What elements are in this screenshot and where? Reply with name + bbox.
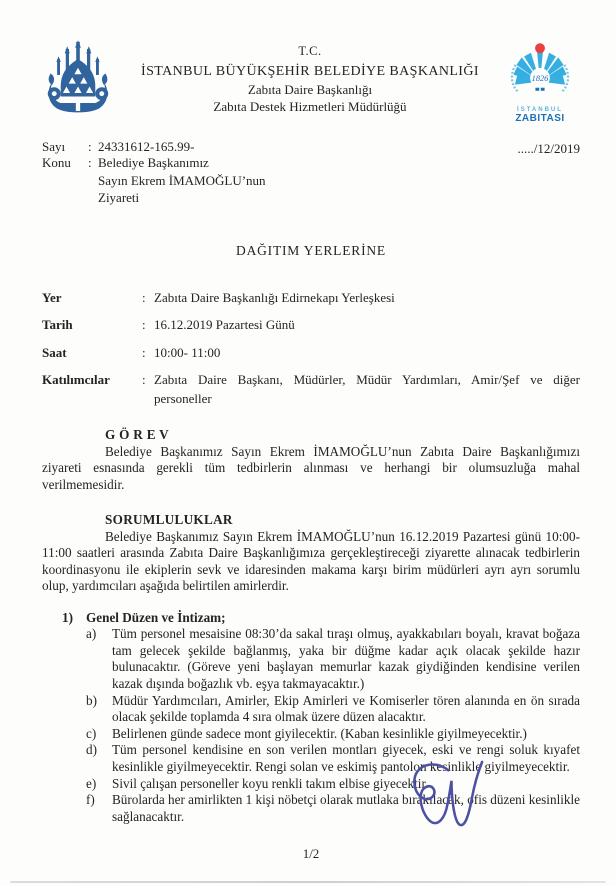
unit-name: Zabıta Destek Hizmetleri Müdürlüğü [213,99,407,115]
page-number: 1/2 [302,845,320,861]
detail-row-tarih [42,316,580,335]
item-text: Tüm personel kendisine en son verilen montları giyecek, eski ve rengi soluk kıyafet kesinlikle giyilmeyecektir. Rengi solan ve eskimiş pantolon kesinlikle giyilmeyecektir. [112,742,580,775]
rules-list [42,610,580,826]
organization-name: İSTANBUL BÜYÜKŞEHİR BELEDİYE BAŞKANLIĞI [141,63,479,79]
detail-colon: : [142,290,146,305]
section-body: Belediye Başkanımız Sayın Ekrem İMAMOĞLU’nun Zabıta Daire Başkanlığımızı ziyareti esnasında gerekli tüm tedbirlerin alınması ve herhangi bir olumsuzluğa mahal verilmemesidir. [42,443,580,492]
konu-value [98,155,266,207]
konu-line-3: Ziyareti [98,189,140,205]
letterhead [42,38,580,125]
list-item-d [86,742,580,775]
section-gorev [42,427,580,494]
konu-row [42,155,492,207]
detail-label: Saat [42,344,67,360]
document-meta [42,139,580,207]
list-item-c [86,726,580,743]
detail-row-katilimcilar [42,371,580,409]
list-number: 1) [62,610,73,626]
item-marker: b) [86,692,97,708]
detail-value: Zabıta Daire Başkanlığı Edirnekapı Yerleşkesi [154,290,395,305]
item-text: Belirlenen günde sadece mont giyilecektir. (Kaban kesinlikle giyilmeyecektir.) [112,725,527,741]
tc-label: T.C. [298,44,322,58]
item-text: Sivil çalışan personeller koyu renkli takım elbise giyecektir. [112,775,429,791]
section-body: Belediye Başkanımız Sayın Ekrem İMAMOĞLU’nun 16.12.2019 Pazartesi günü 10:00- 11:00 saatleri arasında Zabıta Daire Başkanlığımıza gerçekleştireceği ziyarette alınacak tedbirlerin koordinasyonu ile ekiplerin sevk ve idaresinden makama karşı birim müdürleri ayrı ayrı sorumlu olup, yardımcıları aşağıda belirtilen amirlerdir. [42,528,580,594]
detail-value: 10:00- 11:00 [154,344,221,360]
sayi-label: Sayı [42,139,66,154]
page-footer [42,846,580,862]
item-marker: e) [86,775,97,791]
item-marker: d) [86,742,97,758]
detail-value: Zabıta Daire Başkanı, Müdürler, Müdür Yardımları, Amir/Şef ve diğer personeller [154,372,580,406]
detail-label: Tarih [42,317,73,333]
sayi-value: 24331612-165.99- [98,139,195,154]
konu-line-2: Sayın Ekrem İMAMOĞLU’nun [98,172,266,188]
department-name: Zabıta Daire Başkanlığı [247,82,373,98]
detail-row-saat [42,344,580,363]
zabita-year: 1826 [531,73,549,83]
section-sorumluluklar [42,512,580,596]
list-item-f [86,792,580,825]
sayi-colon: : [88,139,92,154]
zabita-logo-icon [502,42,578,100]
list-item-a [86,626,580,693]
detail-row-yer [42,289,580,308]
signature-svg [404,758,499,846]
section-heading: SORUMLULUKLAR [105,511,233,527]
item-marker: a) [86,626,97,642]
detail-colon: : [142,372,146,388]
event-details [42,289,580,409]
detail-colon: : [142,344,146,360]
item-marker: f) [86,792,95,808]
zabita-logo [500,38,580,124]
item-text: Bürolarda her amirlikten 1 kişi nöbetçi olarak mutlaka bırakılacak, ofis düzeni kesinlikle sağlanacaktır. [112,792,581,824]
document-title: DAĞITIM YERLERİNE [236,243,386,258]
sayi-row [42,139,492,155]
list-item-e [86,776,580,793]
letterhead-text [120,38,500,116]
item-text: Müdür Yardımcıları, Amirler, Ekip Amirleri ve Komiserler tören alanında en ön sırada olacak şekilde toplamda 4 sıra olmak üzere düzen alacaktır. [112,692,580,725]
detail-label: Katılımcılar [42,372,110,388]
konu-colon: : [88,155,92,171]
section-heading: G Ö R E V [105,426,170,442]
detail-label: Yer [42,290,62,305]
detail-value: 16.12.2019 Pazartesi Günü [154,317,295,333]
konu-label: Konu [42,155,71,171]
zabita-logo-text-istanbul: İSTANBUL [517,107,563,113]
item-marker: c) [86,725,97,741]
ibb-logo-icon [42,38,120,125]
list-item-b [86,693,580,726]
detail-colon: : [142,317,146,333]
item-text: Tüm personel mesaisine 08:30’da sakal tıraşı olmuş, ayakkabıları boyalı, kravat boğaza tam gelecek şekilde bağlanmış, yaka bir düğme kadar açık olacak şekilde hazır bulunacaktır. (Göreve yeni başlayan memurlar kazak giydiğinden kendisine verilen kazak dışında boğazlık vb. eşya takmayacaktır.) [112,626,580,691]
zabita-logo-text-zabitasi: ZABITASI [515,113,565,124]
konu-line-1: Belediye Başkanımız [98,155,209,171]
handwritten-signature-icon [404,758,499,851]
document-date: ...../12/2019 [517,141,580,156]
list-heading: Genel Düzen ve İntizam; [86,610,226,626]
ibb-logo-svg [42,40,114,120]
list-heading-row [62,610,580,626]
meta-left [42,139,492,207]
